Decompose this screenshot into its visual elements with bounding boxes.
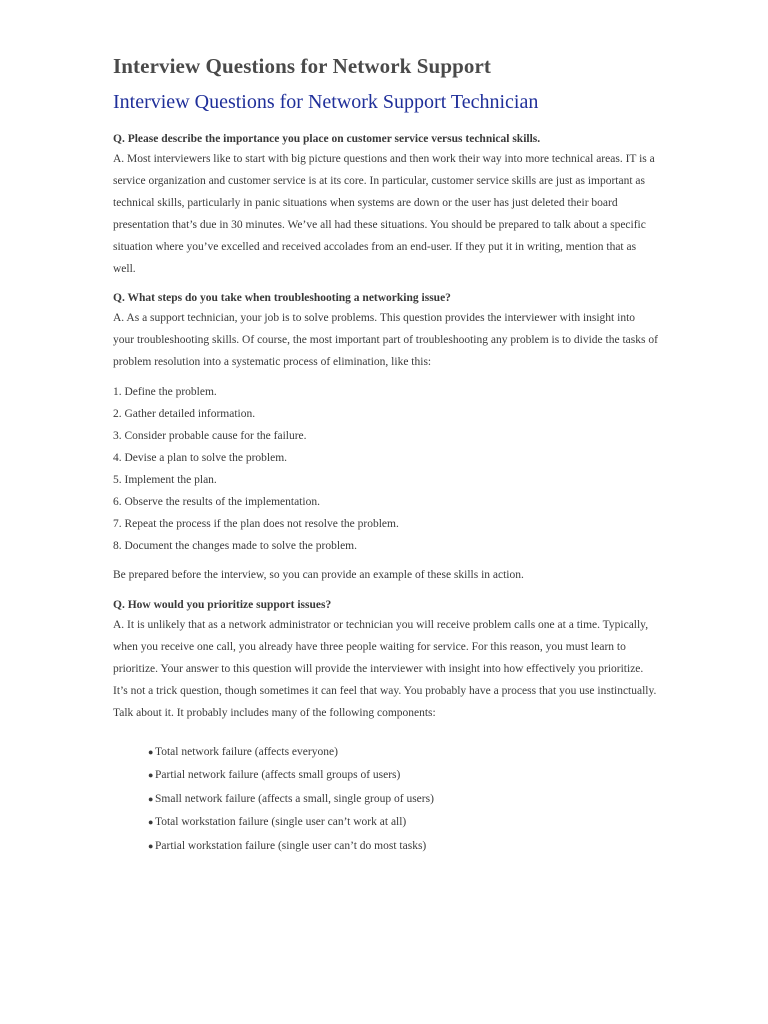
bullet-icon: ● [148,840,154,851]
list-item [148,811,658,835]
list-item-label: Total workstation failure (single user can’t work at all) [155,816,407,829]
list-item: 4. Devise a plan to solve the problem. [113,451,288,464]
list-item-label: Partial workstation failure (single user can’t do most tasks) [155,839,427,852]
list-item-label: Total network failure (affects everyone) [155,745,338,758]
question-prioritize: Q. How would you prioritize support issues? [113,599,332,612]
answer-prioritize: A. It is unlikely that as a network administrator or technician you will receive problem calls one at a time. Typically, when you receive one call, you already have three people waiting for service. For this reason, you must learn to prioritize. Your answer to this question will provide the interviewer with insight into how effectively you prioritize. It’s not a trick question, though sometimes it can feel that way. You probably have a process that you use instinctually. Talk about it. It probably includes many of the following components: [113,619,657,720]
list-item [148,741,658,765]
list-item: 8. Document the changes made to solve the problem. [113,539,357,552]
bullet-icon: ● [148,770,154,781]
list-item-label: Partial network failure (affects small groups of users) [155,769,401,782]
troubleshooting-steps-list [113,382,658,557]
answer-troubleshooting: A. As a support technician, your job is to solve problems. This question provides the interviewer with insight into your troubleshooting skills. Of course, the most important part of troubleshooting any problem is to divide the tasks of problem resolution into a systematic process of elimination, like this: [113,312,658,369]
question-troubleshooting: Q. What steps do you take when troubleshooting a networking issue? [113,292,451,305]
bullet-icon: ● [148,793,154,804]
priority-components-list [113,741,658,859]
document-page [113,52,658,858]
list-item-label: Small network failure (affects a small, single group of users) [155,792,434,805]
list-item: 6. Observe the results of the implementation. [113,495,320,508]
document-subtitle: Interview Questions for Network Support Technician [113,91,539,113]
answer-customer-service: A. Most interviewers like to start with big picture questions and then work their way into more technical areas. IT is a service organization and customer service is at its core. In particular, customer service skills are just as important as technical skills, particularly in panic situations when systems are down or the user has just deleted their board presentation that’s due in 30 minutes. We’ve all had these situations. You should be prepared to talk about a specific situation where you’ve excelled and received accolades from an end-user. If they put it in writing, mention that as well. [113,153,655,275]
question-customer-service: Q. Please describe the importance you place on customer service versus technical skills. [113,133,541,145]
bullet-icon: ● [148,746,154,757]
list-item [148,835,658,859]
list-item: 2. Gather detailed information. [113,408,256,421]
list-item: 5. Implement the plan. [113,473,217,486]
troubleshooting-note: Be prepared before the interview, so you can provide an example of these skills in action. [113,569,524,582]
list-item: 3. Consider probable cause for the failure. [113,429,307,442]
list-item: 1. Define the problem. [113,386,217,399]
list-item [148,788,658,812]
list-item [148,764,658,788]
list-item: 7. Repeat the process if the plan does not resolve the problem. [113,517,399,530]
document-title: Interview Questions for Network Support [113,54,492,78]
bullet-icon: ● [148,817,154,828]
